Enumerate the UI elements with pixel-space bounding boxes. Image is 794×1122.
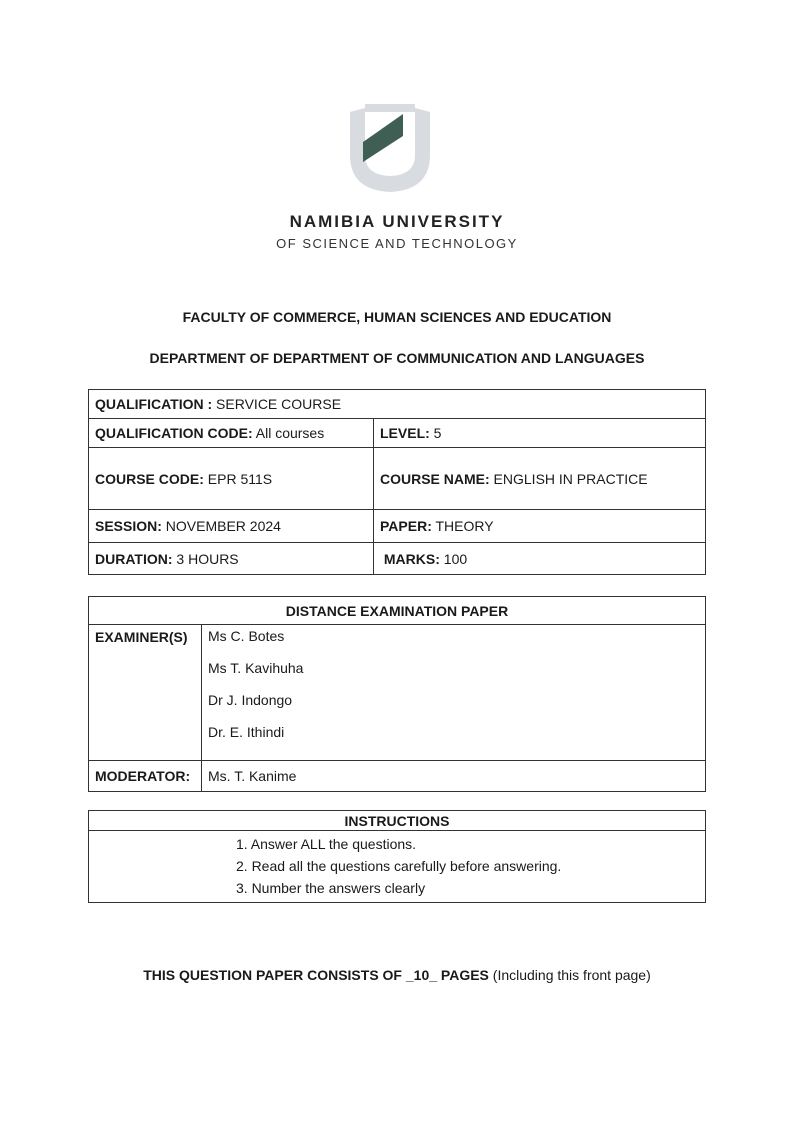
faculty-heading: FACULTY OF COMMERCE, HUMAN SCIENCES AND EDUCATION	[182, 309, 612, 325]
qualification-code-value: All courses	[252, 425, 325, 441]
examiner-name: Dr. E. Ithindi	[208, 724, 285, 740]
course-details-table	[88, 389, 706, 575]
examiner-name: Dr J. Indongo	[208, 692, 293, 708]
page-count-note-normal: (Including this front page)	[488, 967, 651, 983]
moderator-label: MODERATOR:	[89, 761, 202, 792]
marks-label: MARKS:	[383, 550, 440, 567]
level-value: 5	[429, 425, 442, 441]
moderator-name: Ms. T. Kanime	[202, 761, 706, 792]
session-value: NOVEMBER 2024	[161, 518, 281, 534]
examiners-table	[88, 596, 706, 792]
examiner-name: Ms C. Botes	[208, 628, 285, 644]
course-code-value: EPR 511S	[203, 470, 273, 487]
paper-label: PAPER:	[380, 518, 432, 534]
instruction-item: 1. Answer ALL the questions.	[236, 836, 417, 852]
duration-value: 3 HOURS	[172, 550, 239, 567]
examiners-table-title: DISTANCE EXAMINATION PAPER	[89, 597, 706, 625]
session-label: SESSION:	[95, 518, 162, 534]
qualification-value: SERVICE COURSE	[212, 396, 342, 412]
duration-label: DURATION:	[95, 550, 173, 567]
examiner-label: EXAMINER(S)	[89, 625, 202, 761]
page-count-bold: THIS QUESTION PAPER CONSISTS OF _10_ PAGES	[143, 967, 489, 983]
paper-value: THEORY	[431, 518, 494, 534]
instructions-table	[88, 810, 706, 903]
instructions-title: INSTRUCTIONS	[89, 811, 706, 831]
university-logo-icon	[345, 100, 435, 195]
instruction-item: 2. Read all the questions carefully before answering.	[236, 858, 562, 874]
level-label: LEVEL:	[380, 425, 430, 441]
instruction-item: 3. Number the answers clearly	[236, 880, 426, 896]
page-count-note	[0, 967, 794, 983]
qualification-label: QUALIFICATION :	[95, 396, 213, 412]
university-name: NAMIBIA UNIVERSITY	[289, 212, 505, 231]
university-subtitle: OF SCIENCE AND TECHNOLOGY	[276, 236, 518, 251]
department-heading: DEPARTMENT OF DEPARTMENT OF COMMUNICATION AND LANGUAGES	[149, 350, 645, 366]
course-code-label: COURSE CODE:	[95, 470, 204, 487]
qualification-code-label: QUALIFICATION CODE:	[95, 425, 253, 441]
marks-value: 100	[439, 550, 468, 567]
course-name-value: ENGLISH IN PRACTICE	[489, 470, 648, 487]
examiner-name: Ms T. Kavihuha	[208, 660, 304, 676]
course-name-label: COURSE NAME:	[380, 470, 490, 487]
